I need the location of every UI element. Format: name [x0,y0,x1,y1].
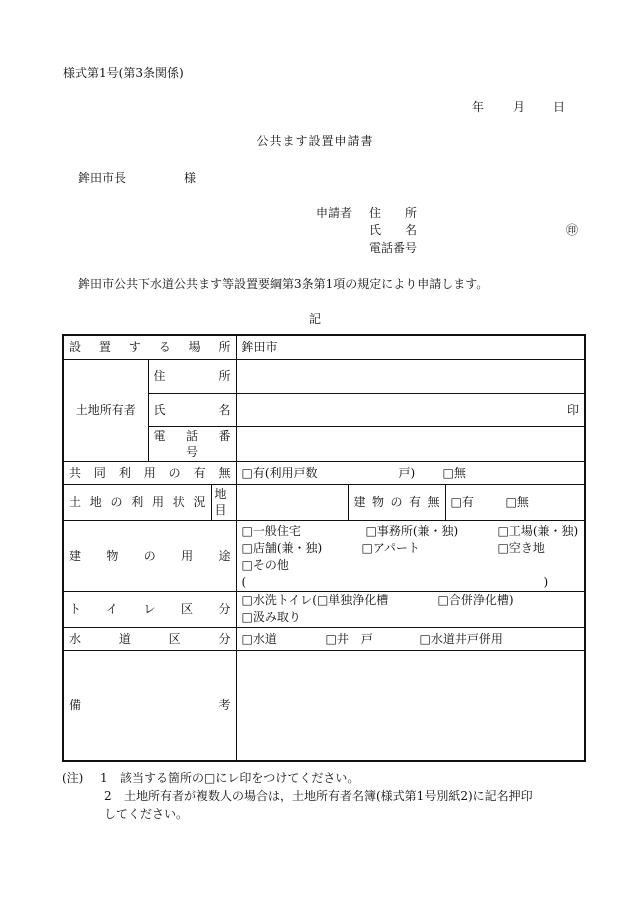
owner-seal: 印 [567,402,580,417]
use-other-detail[interactable] [242,574,580,591]
toilet-combined-checkbox[interactable]: □合併浄化槽) [437,593,514,607]
shared-unit: 戸) [398,465,416,480]
building-use-label: 建物の用途 [63,520,236,591]
water-label: 水道区分 [63,627,236,650]
applicant-label: 申請者 [316,206,353,220]
row-shared-use [63,461,585,484]
remarks-field[interactable] [236,650,585,761]
water-city-checkbox[interactable]: □水道 [241,631,277,646]
row-toilet [63,591,585,627]
page-title: 公共ます設置申請書 [256,134,374,148]
owner-label: 土地所有者 [63,359,148,461]
note-2-text-line-2: してください。 [104,807,189,821]
remarks-label-1: 備 [69,698,82,713]
building-no-checkbox[interactable]: □無 [505,495,529,509]
toilet-flush-checkbox[interactable]: □水洗トイレ(□単独浄化槽 [241,593,389,607]
owner-phone-label [148,426,236,461]
date-day-label: 日 [553,100,566,114]
paren-open: ( [241,574,247,589]
addressee: 鉾田市長 [78,171,127,185]
chimoku-label [211,484,236,520]
row-water [63,627,585,650]
application-table [62,334,586,762]
shared-use-label: 共同利用の有無 [63,461,236,484]
location-label: 設置する場所 [63,335,236,359]
applicant-phone-label: 電話番号 [369,241,418,255]
applicant-name-label: 氏 名 [369,223,418,237]
applicant-address-label: 住 所 [369,206,418,220]
owner-address-field[interactable] [236,359,585,393]
use-office-checkbox[interactable]: □事務所(兼・独) [365,523,459,538]
honorific: 様 [184,171,197,185]
remarks-label-2: 考 [218,698,231,713]
use-residence-checkbox[interactable]: □一般住宅 [241,523,301,538]
water-options [236,627,585,650]
date-year-label: 年 [472,100,485,114]
building-use-options [236,520,585,591]
toilet-options [236,591,585,627]
shared-yes-checkbox[interactable]: □有(利用戸数 [241,465,318,480]
row-location [63,335,585,359]
use-shop-checkbox[interactable]: □店舗(兼・独) [241,540,323,555]
owner-name-label: 氏 名 [148,393,236,426]
ki-mark: 記 [308,312,321,326]
row-land-use [63,484,585,520]
note-1-text: 該当する箇所の□にレ印をつけてください。 [120,771,360,785]
toilet-pit-checkbox[interactable]: □汲み取り [241,610,301,624]
owner-address-label: 住 所 [148,359,236,393]
water-well-checkbox[interactable]: □井 戸 [325,631,373,646]
row-owner-address [63,359,585,393]
use-apartment-checkbox[interactable]: □アパート [361,540,420,555]
shared-use-options [236,461,585,484]
form-number: 様式第1号(第3条関係) [63,66,184,80]
toilet-label: トイレ区分 [63,591,236,627]
chimoku-label-1: 地 [214,487,227,501]
paren-close: ) [543,574,549,589]
row-building-use [63,520,585,591]
building-yes-checkbox[interactable]: □有 [450,495,474,509]
land-use-label: 土地の利用状況 [63,484,211,520]
owner-phone-label-1: 電話番 [153,428,231,443]
seal-mark: ㊞ [566,223,579,237]
date-month-label: 月 [513,100,526,114]
use-vacant-checkbox[interactable]: □空き地 [497,540,545,555]
building-exist-label: 建物の有無 [348,484,445,520]
note-1-number: 1 [100,771,108,785]
body-text: 鉾田市公共下水道公共ます等設置要綱第3条第1項の規定により申請します。 [78,277,489,291]
notes-prefix: (注) [62,771,84,785]
row-remarks [63,650,585,761]
owner-phone-field[interactable] [236,426,585,461]
shared-no-checkbox[interactable]: □無 [442,465,466,480]
use-other-checkbox[interactable]: □その他 [241,557,289,572]
chimoku-label-2: 目 [214,503,227,517]
chimoku-field[interactable] [236,484,348,520]
use-factory-checkbox[interactable]: □工場(兼・独) [497,523,579,538]
remarks-label [63,650,236,761]
note-2-number: 2 [104,789,112,803]
owner-phone-label-2: 号 [186,444,199,459]
water-both-checkbox[interactable]: □水道井戸併用 [419,631,503,646]
building-exist-options [445,484,585,520]
owner-name-field[interactable] [236,393,585,426]
note-2-text-line-1: 土地所有者が複数人の場合は，土地所有者名簿(様式第1号別紙2)に記名押印 [124,789,533,803]
location-value[interactable]: 鉾田市 [236,335,585,359]
